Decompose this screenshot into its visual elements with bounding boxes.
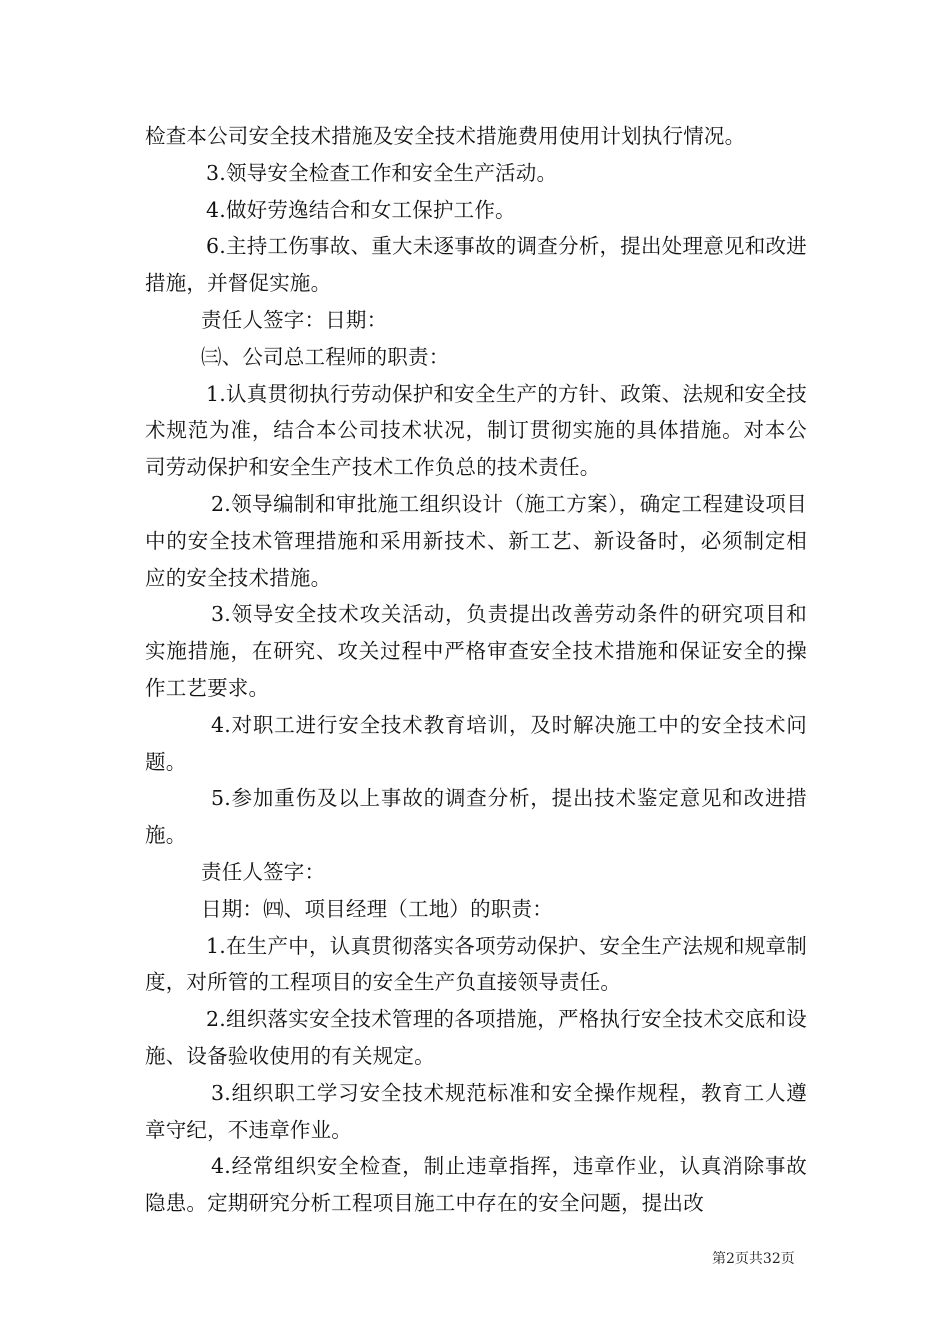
paragraph-item-1: 1.在生产中，认真贯彻落实各项劳动保护、安全生产法规和规章制度，对所管的工程项目的安全生产负直接领导责任。 xyxy=(145,933,807,995)
paragraph-item-6: 6.主持工伤事故、重大未逐事故的调查分析，提出处理意见和改进措施，并督促实施。 xyxy=(145,234,807,296)
paragraph-item-3: 3.领导安全检查工作和安全生产活动。 xyxy=(206,160,558,185)
paragraph-item-5: 5.参加重伤及以上事故的调查分析，提出技术鉴定意见和改进措施。 xyxy=(145,786,807,848)
section-heading-project-manager: 日期：㈣、项目经理（工地）的职责： xyxy=(201,896,553,921)
signature-line: 责任人签字：日期： xyxy=(201,307,388,332)
paragraph-item-4: 4.对职工进行安全技术教育培训，及时解决施工中的安全技术问题。 xyxy=(145,712,807,774)
paragraph-item-3: 3.组织职工学习安全技术规范标准和安全操作规程，教育工人遵章守纪，不违章作业。 xyxy=(145,1080,807,1142)
paragraph-item-1: 1.认真贯彻执行劳动保护和安全生产的方针、政策、法规和安全技术规范为准，结合本公司技术状况，制订贯彻实施的具体措施。对本公司劳动保护和安全生产技术工作负总的技术责任。 xyxy=(145,381,807,480)
paragraph-item-3: 3.领导安全技术攻关活动，负责提出改善劳动条件的研究项目和实施措施，在研究、攻关过程中严格审查安全技术措施和保证安全的操作工艺要求。 xyxy=(145,602,807,700)
paragraph-item-2: 2.领导编制和审批施工组织设计（施工方案），确定工程建设项目中的安全技术管理措施和采用新技术、新工艺、新设备时，必须制定相应的安全技术措施。 xyxy=(145,491,807,590)
paragraph-continuation: 检查本公司安全技术措施及安全技术措施费用使用计划执行情况。 xyxy=(145,124,746,148)
section-heading-chief-engineer: ㈢、公司总工程师的职责： xyxy=(201,344,450,369)
document-body xyxy=(145,118,807,1222)
page-number: 第2页共32页 xyxy=(712,1251,795,1267)
paragraph-item-4: 4.做好劳逸结合和女工保护工作。 xyxy=(206,197,516,222)
signature-line: 责任人签字： xyxy=(201,859,326,884)
paragraph-item-4: 4.经常组织安全检查，制止违章指挥，违章作业，认真消除事故隐患。定期研究分析工程项目施工中存在的安全问题，提出改 xyxy=(145,1154,807,1216)
paragraph-item-2: 2.组织落实安全技术管理的各项措施，严格执行安全技术交底和设施、设备验收使用的有关规定。 xyxy=(145,1007,807,1068)
